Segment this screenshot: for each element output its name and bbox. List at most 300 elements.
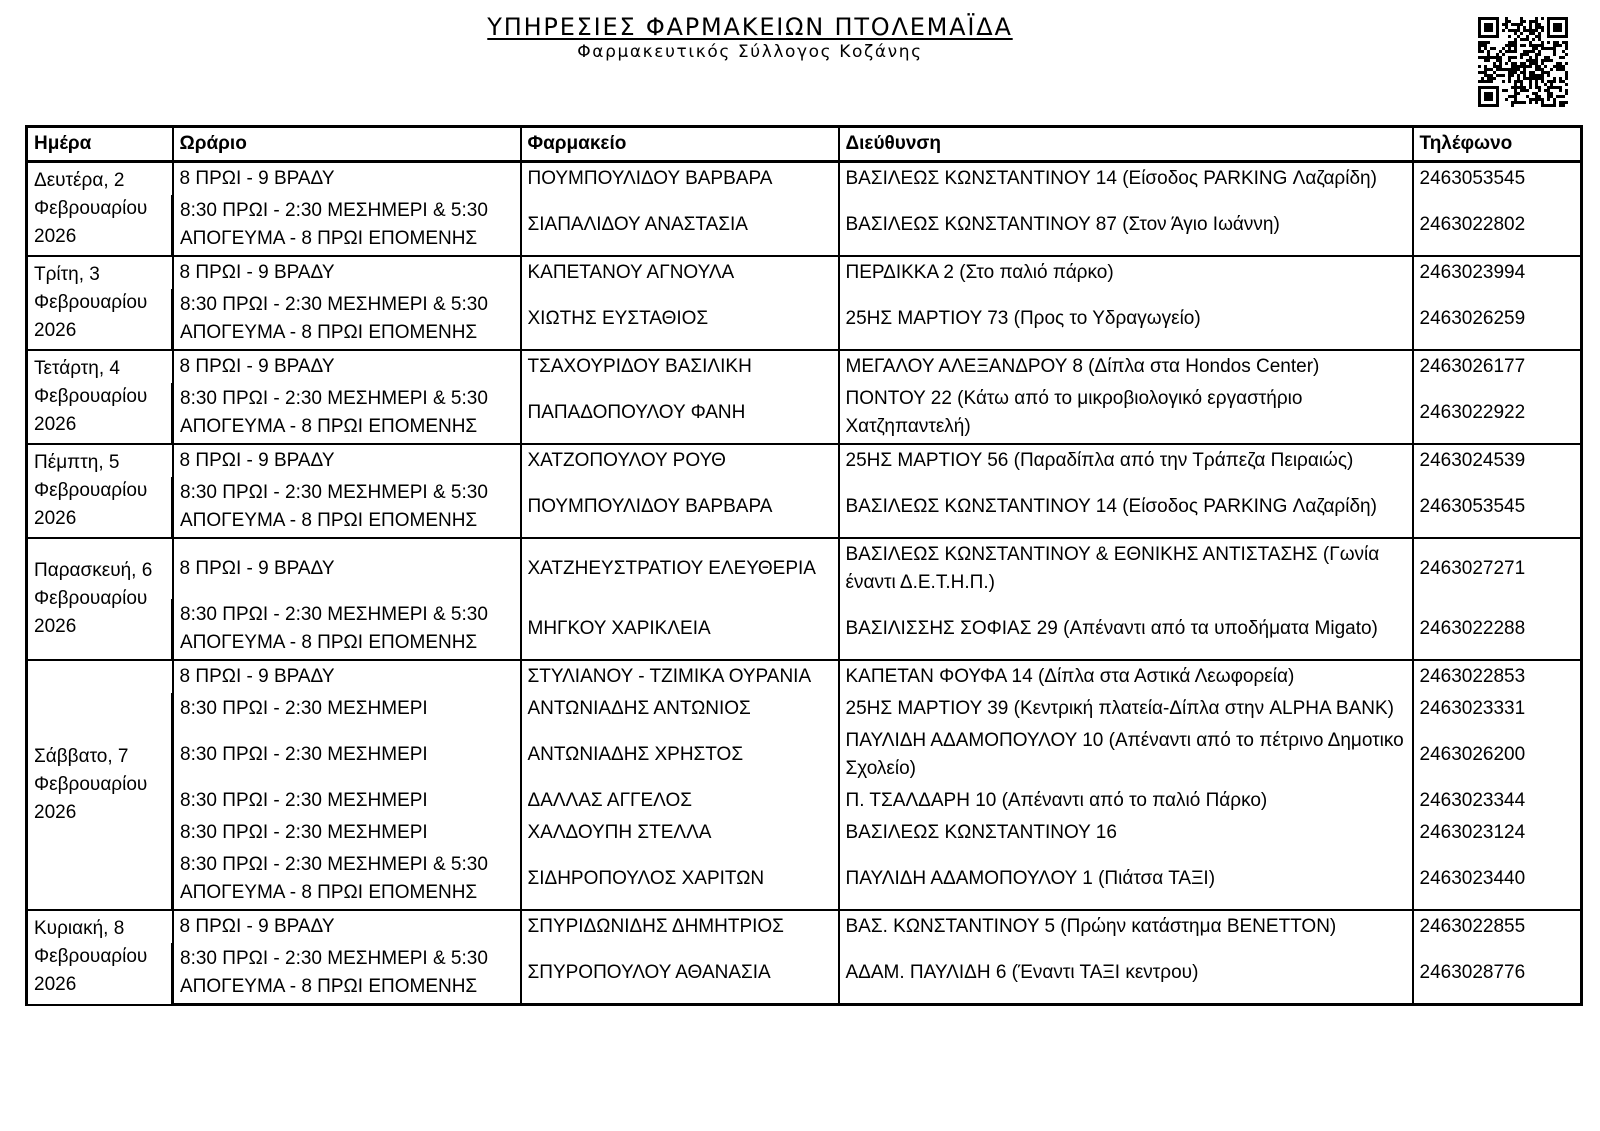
phone-cell[interactable]: 2463027271 [1413, 538, 1582, 599]
qr-module [1535, 74, 1538, 77]
qr-module [1481, 80, 1484, 83]
qr-module [1511, 50, 1514, 53]
qr-module [1565, 47, 1568, 50]
address-cell: Π. ΤΣΑΛΔΑΡΗ 10 (Απέναντι από το παλιό Πάρκο) [839, 785, 1413, 817]
qr-module [1559, 80, 1562, 83]
page-title: ΥΠΗΡΕΣΙΕΣ ΦΑΡΜΑΚΕΙΩΝ ΠΤΟΛΕΜΑΪΔΑ [487, 13, 1013, 41]
qr-module [1514, 98, 1517, 101]
phone-cell[interactable]: 2463023344 [1413, 785, 1582, 817]
qr-module [1538, 86, 1541, 89]
qr-module [1556, 65, 1559, 68]
qr-module [1541, 41, 1544, 44]
qr-module [1547, 59, 1550, 62]
qr-module [1547, 89, 1550, 92]
qr-module [1520, 80, 1523, 83]
qr-module [1556, 44, 1559, 47]
qr-module [1511, 71, 1514, 74]
qr-module [1520, 83, 1523, 86]
day-cell: Δευτέρα, 2 Φεβρουαρίου 2026 [27, 162, 173, 257]
qr-module [1481, 50, 1484, 53]
qr-module [1517, 86, 1520, 89]
phone-cell[interactable]: 2463022802 [1413, 195, 1582, 256]
phone-cell[interactable]: 2463023994 [1413, 256, 1582, 289]
qr-module [1514, 23, 1517, 26]
address-cell: ΒΑΣΙΛΕΩΣ ΚΩΝΣΤΑΝΤΙΝΟΥ 87 (Στον Άγιο Ιωάννη) [839, 195, 1413, 256]
qr-module [1523, 50, 1526, 53]
qr-module [1559, 65, 1562, 68]
qr-module [1541, 80, 1544, 83]
qr-module [1499, 74, 1502, 77]
qr-module [1547, 56, 1550, 59]
hours-cell: 8 ΠΡΩΙ - 9 ΒΡΑΔΥ [173, 350, 521, 383]
qr-module [1544, 59, 1547, 62]
phone-cell[interactable]: 2463053545 [1413, 477, 1582, 538]
hours-cell: 8:30 ΠΡΩΙ - 2:30 ΜΕΣΗΜΕΡΙ & 5:30 ΑΠΟΓΕΥΜΑ - 8 ΠΡΩΙ ΕΠΟΜΕΝΗΣ [173, 289, 521, 350]
qr-module [1517, 65, 1520, 68]
hours-cell: 8:30 ΠΡΩΙ - 2:30 ΜΕΣΗΜΕΡΙ & 5:30 ΑΠΟΓΕΥΜΑ - 8 ΠΡΩΙ ΕΠΟΜΕΝΗΣ [173, 195, 521, 256]
qr-module [1520, 20, 1523, 23]
qr-module [1514, 101, 1517, 104]
pharmacy-cell: ΧΙΩΤΗΣ ΕΥΣΤΑΘΙΟΣ [521, 289, 839, 350]
qr-module [1535, 68, 1538, 71]
qr-module [1535, 95, 1538, 98]
phone-cell[interactable]: 2463023124 [1413, 817, 1582, 849]
qr-module [1559, 62, 1562, 65]
qr-module [1529, 101, 1532, 104]
qr-module [1493, 47, 1496, 50]
qr-module [1520, 71, 1523, 74]
table-row [27, 162, 1582, 196]
qr-module [1529, 50, 1532, 53]
hours-cell: 8:30 ΠΡΩΙ - 2:30 ΜΕΣΗΜΕΡΙ & 5:30 ΑΠΟΓΕΥΜΑ - 8 ΠΡΩΙ ΕΠΟΜΕΝΗΣ [173, 599, 521, 660]
qr-module [1517, 92, 1520, 95]
qr-module [1514, 44, 1517, 47]
qr-module [1496, 74, 1499, 77]
qr-module [1535, 29, 1538, 32]
qr-module [1550, 104, 1553, 107]
qr-module [1511, 29, 1514, 32]
qr-module [1517, 26, 1520, 29]
qr-module [1520, 86, 1523, 89]
pharmacy-cell: ΑΝΤΩΝΙΑΔΗΣ ΧΡΗΣΤΟΣ [521, 725, 839, 785]
pharmacy-cell: ΣΙΑΠΑΛΙΔΟΥ ΑΝΑΣΤΑΣΙΑ [521, 195, 839, 256]
phone-cell[interactable]: 2463053545 [1413, 162, 1582, 196]
qr-module [1514, 38, 1517, 41]
qr-module [1541, 104, 1544, 107]
qr-module [1484, 41, 1487, 44]
qr-module [1532, 50, 1535, 53]
qr-module [1526, 77, 1529, 80]
address-cell: ΑΔΑΜ. ΠΑΥΛΙΔΗ 6 (Έναντι ΤΑΞΙ κεντρου) [839, 943, 1413, 1005]
qr-module [1532, 77, 1535, 80]
qr-module [1487, 80, 1490, 83]
pharmacy-cell: ΧΑΤΖΟΠΟΥΛΟΥ ΡΟΥΘ [521, 444, 839, 477]
qr-module [1532, 59, 1535, 62]
qr-module [1505, 20, 1508, 23]
qr-module [1478, 50, 1481, 53]
qr-module [1493, 77, 1496, 80]
address-cell: ΠΑΥΛΙΔΗ ΑΔΑΜΟΠΟΥΛΟΥ 1 (Πιάτσα ΤΑΞΙ) [839, 849, 1413, 910]
table-row [27, 943, 1582, 1005]
qr-module [1508, 74, 1511, 77]
address-cell: ΠΟΝΤΟΥ 22 (Κάτω από το μικροβιολογικό εργαστήριο Χατζηπαντελή) [839, 383, 1413, 444]
table-row [27, 817, 1582, 849]
qr-module [1565, 83, 1568, 86]
qr-module [1493, 62, 1496, 65]
qr-module [1517, 77, 1520, 80]
qr-module [1535, 56, 1538, 59]
qr-module [1487, 41, 1490, 44]
qr-module [1541, 47, 1544, 50]
hours-cell: 8:30 ΠΡΩΙ - 2:30 ΜΕΣΗΜΕΡΙ & 5:30 ΑΠΟΓΕΥΜΑ - 8 ΠΡΩΙ ΕΠΟΜΕΝΗΣ [173, 849, 521, 910]
qr-module [1538, 23, 1541, 26]
qr-module [1505, 23, 1508, 26]
qr-module [1511, 23, 1514, 26]
qr-module [1529, 86, 1532, 89]
qr-module [1535, 20, 1538, 23]
hours-cell: 8 ΠΡΩΙ - 9 ΒΡΑΔΥ [173, 256, 521, 289]
qr-module [1547, 92, 1550, 95]
hours-cell: 8 ΠΡΩΙ - 9 ΒΡΑΔΥ [173, 538, 521, 599]
qr-module [1526, 65, 1529, 68]
qr-module [1529, 26, 1532, 29]
qr-module [1481, 44, 1484, 47]
qr-module [1559, 77, 1562, 80]
qr-module [1481, 77, 1484, 80]
qr-module [1556, 62, 1559, 65]
qr-module [1538, 53, 1541, 56]
qr-module [1565, 62, 1568, 65]
qr-code[interactable] [1478, 17, 1568, 107]
qr-module [1487, 53, 1490, 56]
pharmacy-schedule-table [25, 125, 1583, 1006]
phone-cell[interactable]: 2463028776 [1413, 943, 1582, 1005]
hours-cell: 8:30 ΠΡΩΙ - 2:30 ΜΕΣΗΜΕΡΙ [173, 693, 521, 725]
qr-module [1484, 80, 1487, 83]
qr-module [1499, 59, 1502, 62]
phone-cell[interactable]: 2463022855 [1413, 910, 1582, 943]
qr-module [1523, 44, 1526, 47]
hours-cell: 8:30 ΠΡΩΙ - 2:30 ΜΕΣΗΜΕΡΙ & 5:30 ΑΠΟΓΕΥΜΑ - 8 ΠΡΩΙ ΕΠΟΜΕΝΗΣ [173, 943, 521, 1005]
table-row [27, 599, 1582, 660]
qr-module [1514, 95, 1517, 98]
qr-module [1502, 23, 1505, 26]
qr-module [1490, 47, 1493, 50]
pharmacy-cell: ΠΟΥΜΠΟΥΛΙΔΟΥ ΒΑΡΒΑΡΑ [521, 162, 839, 196]
qr-module [1520, 38, 1523, 41]
qr-module [1529, 59, 1532, 62]
qr-module [1529, 77, 1532, 80]
address-cell: ΚΑΠΕΤΑΝ ΦΟΥΦΑ 14 (Δίπλα στα Αστικά Λεωφορεία) [839, 660, 1413, 693]
qr-module [1529, 62, 1532, 65]
qr-module [1517, 74, 1520, 77]
qr-module [1565, 53, 1568, 56]
qr-module [1511, 44, 1514, 47]
qr-module [1538, 38, 1541, 41]
phone-cell[interactable]: 2463026200 [1413, 725, 1582, 785]
qr-module [1523, 77, 1526, 80]
qr-module [1541, 68, 1544, 71]
qr-module [1535, 98, 1538, 101]
qr-module [1523, 62, 1526, 65]
qr-module [1511, 65, 1514, 68]
qr-module [1550, 80, 1553, 83]
qr-module [1508, 56, 1511, 59]
pharmacy-cell: ΠΑΠΑΔΟΠΟΥΛΟΥ ΦΑΝΗ [521, 383, 839, 444]
qr-module [1535, 77, 1538, 80]
day-cell: Πέμπτη, 5 Φεβρουαρίου 2026 [27, 444, 173, 538]
qr-module [1553, 104, 1556, 107]
qr-module [1520, 89, 1523, 92]
qr-module [1511, 95, 1514, 98]
qr-module [1478, 41, 1481, 44]
hours-cell: 8:30 ΠΡΩΙ - 2:30 ΜΕΣΗΜΕΡΙ & 5:30 ΑΠΟΓΕΥΜΑ - 8 ΠΡΩΙ ΕΠΟΜΕΝΗΣ [173, 383, 521, 444]
qr-module [1541, 77, 1544, 80]
qr-module [1556, 86, 1559, 89]
qr-module [1541, 74, 1544, 77]
address-cell: ΜΕΓΑΛΟΥ ΑΛΕΞΑΝΔΡΟΥ 8 (Δίπλα στα Hondos Center) [839, 350, 1413, 383]
address-cell: ΠΕΡΔΙΚΚΑ 2 (Στο παλιό πάρκο) [839, 256, 1413, 289]
qr-module [1484, 68, 1487, 71]
qr-module [1553, 53, 1556, 56]
pharmacy-cell: ΣΠΥΡΙΔΩΝΙΔΗΣ ΔΗΜΗΤΡΙΟΣ [521, 910, 839, 943]
qr-module [1529, 80, 1532, 83]
column-header-day: Ημέρα [27, 127, 173, 162]
qr-module [1562, 104, 1565, 107]
phone-cell[interactable]: 2463022922 [1413, 383, 1582, 444]
qr-module [1550, 59, 1553, 62]
qr-module [1544, 89, 1547, 92]
qr-module [1487, 77, 1490, 80]
qr-module [1547, 71, 1550, 74]
qr-module [1565, 74, 1568, 77]
qr-module [1502, 89, 1505, 92]
phone-cell[interactable]: 2463022853 [1413, 660, 1582, 693]
qr-module [1526, 95, 1529, 98]
qr-module [1565, 71, 1568, 74]
qr-module [1547, 104, 1550, 107]
qr-module [1508, 20, 1511, 23]
qr-module [1490, 80, 1493, 83]
qr-module [1532, 71, 1535, 74]
qr-module [1535, 101, 1538, 104]
table-row [27, 256, 1582, 289]
qr-module [1508, 50, 1511, 53]
qr-module [1541, 98, 1544, 101]
qr-module [1529, 74, 1532, 77]
qr-module [1535, 23, 1538, 26]
table-header-row [27, 127, 1582, 162]
qr-module [1505, 68, 1508, 71]
pharmacy-cell: ΑΝΤΩΝΙΑΔΗΣ ΑΝΤΩΝΙΟΣ [521, 693, 839, 725]
qr-module [1544, 104, 1547, 107]
qr-module [1514, 56, 1517, 59]
qr-module [1556, 41, 1559, 44]
qr-module [1514, 83, 1517, 86]
qr-module [1484, 47, 1487, 50]
qr-module [1556, 68, 1559, 71]
qr-module [1535, 17, 1538, 20]
qr-module [1562, 80, 1565, 83]
qr-module [1538, 68, 1541, 71]
qr-module [1550, 68, 1553, 71]
qr-module [1538, 35, 1541, 38]
qr-module [1493, 56, 1496, 59]
qr-module [1496, 56, 1499, 59]
qr-module [1514, 92, 1517, 95]
qr-module [1511, 62, 1514, 65]
qr-module [1508, 95, 1511, 98]
qr-module [1484, 59, 1487, 62]
qr-module [1514, 50, 1517, 53]
qr-module [1481, 56, 1484, 59]
qr-module [1508, 35, 1511, 38]
hours-cell: 8:30 ΠΡΩΙ - 2:30 ΜΕΣΗΜΕΡΙ & 5:30 ΑΠΟΓΕΥΜΑ - 8 ΠΡΩΙ ΕΠΟΜΕΝΗΣ [173, 477, 521, 538]
qr-module [1541, 29, 1544, 32]
qr-module [1565, 77, 1568, 80]
qr-module [1499, 62, 1502, 65]
phone-cell[interactable]: 2463026177 [1413, 350, 1582, 383]
qr-module [1565, 101, 1568, 104]
qr-module [1526, 59, 1529, 62]
address-cell: 25ΗΣ ΜΑΡΤΙΟΥ 73 (Προς το Υδραγωγείο) [839, 289, 1413, 350]
qr-module [1529, 56, 1532, 59]
hours-cell: 8:30 ΠΡΩΙ - 2:30 ΜΕΣΗΜΕΡΙ [173, 785, 521, 817]
qr-module [1538, 95, 1541, 98]
qr-module [1526, 29, 1529, 32]
table-row [27, 195, 1582, 256]
qr-module [1511, 86, 1514, 89]
qr-module [1523, 71, 1526, 74]
qr-module [1505, 98, 1508, 101]
qr-module [1508, 80, 1511, 83]
qr-module [1562, 101, 1565, 104]
address-cell: ΒΑΣΙΛΕΩΣ ΚΩΝΣΤΑΝΤΙΝΟΥ 14 (Είσοδος PARKING Λαζαρίδη) [839, 477, 1413, 538]
phone-cell[interactable]: 2463026259 [1413, 289, 1582, 350]
qr-module [1502, 47, 1505, 50]
hours-cell: 8 ΠΡΩΙ - 9 ΒΡΑΔΥ [173, 660, 521, 693]
qr-module [1514, 68, 1517, 71]
qr-module [1556, 95, 1559, 98]
column-header-pharmacy: Φαρμακείο [521, 127, 839, 162]
qr-module [1517, 68, 1520, 71]
column-header-hours: Ωράριο [173, 127, 521, 162]
table-row [27, 849, 1582, 910]
phone-cell[interactable]: 2463024539 [1413, 444, 1582, 477]
qr-module [1505, 44, 1508, 47]
qr-module [1484, 74, 1487, 77]
qr-module [1514, 41, 1517, 44]
qr-module [1529, 20, 1532, 23]
qr-module [1505, 89, 1508, 92]
qr-module [1547, 74, 1550, 77]
page-subtitle: Φαρμακευτικός Σύλλογος Κοζάνης [577, 42, 923, 62]
qr-module [1541, 26, 1544, 29]
qr-module [1553, 77, 1556, 80]
pharmacy-cell: ΣΙΔΗΡΟΠΟΥΛΟΣ ΧΑΡΙΤΩΝ [521, 849, 839, 910]
table-row [27, 785, 1582, 817]
qr-module [1517, 80, 1520, 83]
qr-module [1514, 86, 1517, 89]
qr-module [1514, 71, 1517, 74]
qr-module [1508, 44, 1511, 47]
qr-module [1553, 65, 1556, 68]
qr-module [1559, 44, 1562, 47]
address-cell: ΠΑΥΛΙΔΗ ΑΔΑΜΟΠΟΥΛΟΥ 10 (Απέναντι από το πέτρινο Δημοτικο Σχολείο) [839, 725, 1413, 785]
phone-cell[interactable]: 2463022288 [1413, 599, 1582, 660]
qr-module [1547, 41, 1550, 44]
qr-module [1529, 41, 1532, 44]
table-row [27, 725, 1582, 785]
qr-module [1523, 89, 1526, 92]
qr-module [1499, 65, 1502, 68]
qr-module [1511, 104, 1514, 107]
qr-module [1541, 101, 1544, 104]
pharmacy-cell: ΔΑΛΛΑΣ ΑΓΓΕΛΟΣ [521, 785, 839, 817]
qr-module [1535, 86, 1538, 89]
address-cell: 25ΗΣ ΜΑΡΤΙΟΥ 56 (Παραδίπλα από την Τράπεζα Πειραιώς) [839, 444, 1413, 477]
address-cell: ΒΑΣΙΛΕΩΣ ΚΩΝΣΤΑΝΤΙΝΟΥ & ΕΘΝΙΚΗΣ ΑΝΤΙΣΤΑΣΗΣ (Γωνία έναντι Δ.Ε.Τ.Η.Π.) [839, 538, 1413, 599]
qr-module [1544, 56, 1547, 59]
qr-module [1541, 59, 1544, 62]
qr-module [1532, 74, 1535, 77]
qr-module [1529, 29, 1532, 32]
day-cell: Κυριακή, 8 Φεβρουαρίου 2026 [27, 910, 173, 1005]
phone-cell[interactable]: 2463023440 [1413, 849, 1582, 910]
qr-module [1511, 56, 1514, 59]
qr-module [1514, 29, 1517, 32]
qr-module [1565, 89, 1568, 92]
hours-cell: 8 ΠΡΩΙ - 9 ΒΡΑΔΥ [173, 162, 521, 196]
qr-module [1535, 47, 1538, 50]
table-row [27, 350, 1582, 383]
table-row [27, 660, 1582, 693]
qr-module [1532, 44, 1535, 47]
phone-cell[interactable]: 2463023331 [1413, 693, 1582, 725]
qr-module [1505, 17, 1508, 20]
qr-module [1529, 32, 1532, 35]
table-row [27, 477, 1582, 538]
qr-module [1553, 98, 1556, 101]
qr-module [1553, 41, 1556, 44]
qr-module [1526, 38, 1529, 41]
qr-module [1526, 89, 1529, 92]
qr-module [1535, 80, 1538, 83]
qr-module [1535, 83, 1538, 86]
qr-module [1490, 77, 1493, 80]
table-row [27, 444, 1582, 477]
qr-module [1538, 65, 1541, 68]
qr-module [1550, 95, 1553, 98]
table-row [27, 910, 1582, 943]
qr-module [1484, 65, 1487, 68]
qr-module [1535, 26, 1538, 29]
qr-module [1517, 35, 1520, 38]
qr-module [1541, 44, 1544, 47]
qr-module [1514, 47, 1517, 50]
pharmacy-cell: ΚΑΠΕΤΑΝΟΥ ΑΓΝΟΥΛΑ [521, 256, 839, 289]
qr-module [1481, 71, 1484, 74]
qr-module [1526, 53, 1529, 56]
qr-module [1493, 65, 1496, 68]
qr-module [1565, 92, 1568, 95]
qr-module [1484, 56, 1487, 59]
qr-module [1559, 101, 1562, 104]
qr-module [1559, 95, 1562, 98]
qr-module [1559, 89, 1562, 92]
day-cell: Τετάρτη, 4 Φεβρουαρίου 2026 [27, 350, 173, 444]
qr-module [1508, 29, 1511, 32]
